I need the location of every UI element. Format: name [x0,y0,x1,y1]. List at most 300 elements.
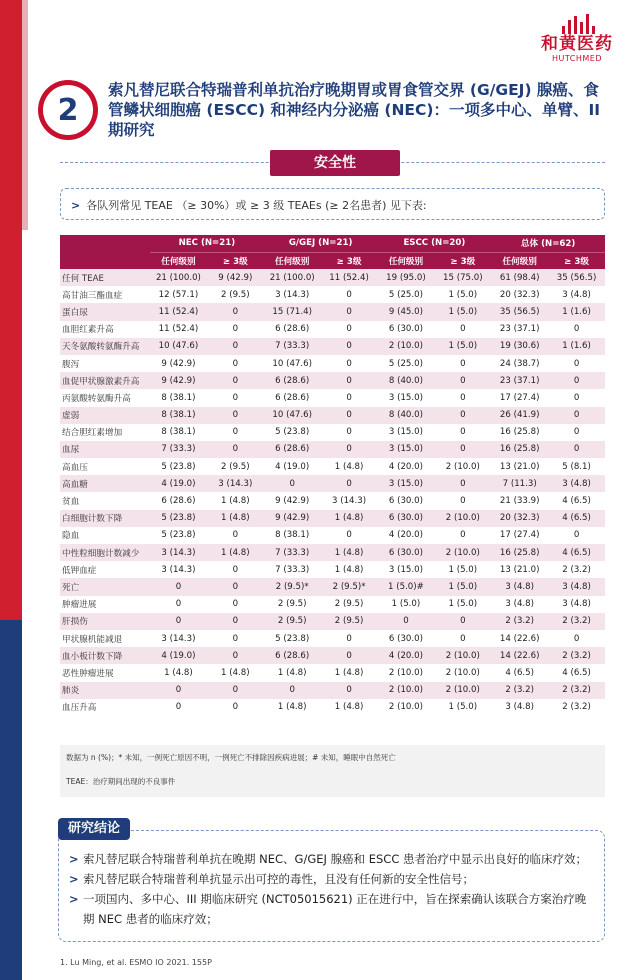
table-cell: 3 (4.8) [548,286,605,303]
table-cell: 2 (10.0) [378,664,435,681]
safety-table [60,235,605,716]
table-cell: 1 (4.8) [264,664,321,681]
table-cell: 0 [434,321,491,338]
table-cell: 6 (30.0) [378,321,435,338]
note-teae-definition: TEAE：治疗期间出现的不良事件 [66,777,176,786]
table-cell: 4 (6.5) [548,492,605,509]
chevron-right-icon: > [69,872,79,886]
logo-en-text: HUTCHMED [551,54,602,63]
table-cell: 0 [434,492,491,509]
table-cell: 4 (19.0) [264,458,321,475]
table-cell: 7 (33.3) [150,441,207,458]
table-cell: 1 (5.0) [434,286,491,303]
table-row [60,510,605,527]
chevron-right-icon: > [71,199,81,212]
table-cell: 8 (38.1) [150,407,207,424]
table-cell: 6 (30.0) [378,630,435,647]
table-cell: 0 [548,355,605,372]
table-cell: 3 (14.3) [321,492,378,509]
table-cell: 17 (27.4) [491,527,548,544]
table-cell: 5 (8.1) [548,458,605,475]
table-cell: 16 (25.8) [491,544,548,561]
row-label: 腹泻 [60,355,150,372]
row-label: 隐血 [60,527,150,544]
row-label: 虚弱 [60,407,150,424]
table-cell: 1 (5.0) [434,578,491,595]
row-label: 中性粒细胞计数减少 [60,544,150,561]
table-cell: 0 [434,527,491,544]
table-row [60,647,605,664]
table-cell: 0 [548,372,605,389]
table-cell: 0 [207,630,264,647]
table-cell: 1 (5.0) [434,561,491,578]
table-cell: 0 [548,630,605,647]
table-cell: 3 (4.8) [491,596,548,613]
table-cell: 0 [207,561,264,578]
table-cell: 2 (9.5) [321,596,378,613]
row-label: 任何 TEAE [60,269,150,286]
table-group-header: NEC (N=21) [150,235,264,252]
table-cell: 0 [434,424,491,441]
table-cell: 2 (3.2) [548,699,605,716]
table-cell: 14 (22.6) [491,630,548,647]
table-cell: 1 (4.8) [207,492,264,509]
table-cell: 0 [150,596,207,613]
conclusion-box [58,830,605,942]
table-cell: 1 (4.8) [207,664,264,681]
table-cell: 0 [434,630,491,647]
table-cell: 17 (27.4) [491,389,548,406]
table-cell: 0 [548,321,605,338]
row-label: 结合胆红素增加 [60,424,150,441]
conclusion-item [69,889,594,929]
row-label: 恶性肿瘤进展 [60,664,150,681]
table-cell: 16 (25.8) [491,441,548,458]
chevron-right-icon: > [69,852,79,866]
table-cell: 2 (10.0) [378,699,435,716]
table-cell: 11 (52.4) [150,303,207,320]
table-cell: 8 (40.0) [378,372,435,389]
table-cell: 0 [321,407,378,424]
table-row [60,578,605,595]
table-row [60,596,605,613]
table-cell: 0 [321,647,378,664]
table-cell: 2 (10.0) [434,458,491,475]
table-cell: 4 (6.5) [548,544,605,561]
table-row [60,372,605,389]
row-label: 肝损伤 [60,613,150,630]
table-row [60,458,605,475]
table-cell: 5 (23.8) [150,527,207,544]
table-cell: 10 (47.6) [264,355,321,372]
table-row [60,544,605,561]
table-cell: 12 (57.1) [150,286,207,303]
table-row [60,389,605,406]
table-cell: 0 [207,699,264,716]
conclusion-text: 索凡替尼联合特瑞普利单抗在晚期 NEC、G/GEJ 腺癌和 ESCC 患者治疗中显示出良好的临床疗效； [83,852,587,866]
table-cell: 1 (5.0) [434,596,491,613]
row-label: 高血压 [60,458,150,475]
table-cell: 0 [207,613,264,630]
table-subheader: 任何级别 [264,252,321,269]
table-cell: 4 (19.0) [150,475,207,492]
table-subheader: ≥ 3级 [548,252,605,269]
table-cell: 6 (30.0) [378,492,435,509]
table-row [60,269,605,286]
decor-stripe-red [0,0,22,620]
table-cell: 19 (95.0) [378,269,435,286]
table-cell: 0 [207,372,264,389]
table-cell: 4 (19.0) [150,647,207,664]
table-cell: 3 (15.0) [378,475,435,492]
table-cell: 5 (25.0) [378,286,435,303]
table-cell: 1 (4.8) [264,699,321,716]
table-cell: 15 (71.4) [264,303,321,320]
table-cell: 0 [321,372,378,389]
table-cell: 2 (3.2) [548,682,605,699]
table-cell: 20 (32.3) [491,510,548,527]
table-cell: 0 [434,475,491,492]
table-cell: 1 (1.6) [548,338,605,355]
table-cell: 0 [378,613,435,630]
reference-footnote: 1. Lu Ming, et al. ESMO IO 2021. 155P [60,958,212,967]
conclusion-item [69,849,594,869]
table-cell: 21 (100.0) [264,269,321,286]
table-group-header: ESCC (N=20) [378,235,492,252]
table-cell: 0 [207,424,264,441]
table-row [60,441,605,458]
table-row [60,492,605,509]
table-row [60,475,605,492]
table-cell: 5 (23.8) [150,510,207,527]
table-cell: 6 (28.6) [264,321,321,338]
section-label: 安全性 [270,150,400,176]
conclusion-item [69,869,594,889]
table-cell: 6 (28.6) [264,441,321,458]
table-cell: 8 (38.1) [264,527,321,544]
table-cell: 35 (56.5) [548,269,605,286]
table-cell: 6 (28.6) [264,372,321,389]
table-cell: 0 [321,338,378,355]
table-cell: 1 (4.8) [321,544,378,561]
table-cell: 0 [548,527,605,544]
table-cell: 1 (4.8) [321,561,378,578]
table-cell: 3 (4.8) [491,699,548,716]
table-cell: 2 (9.5) [264,596,321,613]
table-cell: 0 [207,596,264,613]
table-cell: 0 [321,355,378,372]
table-cell: 4 (20.0) [378,527,435,544]
row-label: 高甘油三酯血症 [60,286,150,303]
table-cell: 4 (6.5) [548,510,605,527]
table-cell: 4 (20.0) [378,458,435,475]
table-cell: 0 [321,630,378,647]
table-cell: 0 [434,355,491,372]
row-label: 血促甲状腺激素升高 [60,372,150,389]
table-cell: 0 [207,303,264,320]
table-cell: 3 (4.8) [548,578,605,595]
table-row [60,407,605,424]
table-cell: 2 (10.0) [434,682,491,699]
table-cell: 9 (42.9) [150,372,207,389]
row-label: 血尿 [60,441,150,458]
row-label: 肿瘤进展 [60,596,150,613]
table-row [60,355,605,372]
row-label: 蛋白尿 [60,303,150,320]
table-cell: 0 [207,389,264,406]
table-row [60,286,605,303]
table-cell: 2 (10.0) [434,664,491,681]
table-cell: 0 [150,682,207,699]
table-cell: 1 (4.8) [321,510,378,527]
table-cell: 6 (30.0) [378,510,435,527]
table-cell: 0 [207,338,264,355]
row-label: 贫血 [60,492,150,509]
table-cell: 0 [321,682,378,699]
table-cell: 6 (28.6) [150,492,207,509]
table-cell: 13 (21.0) [491,458,548,475]
table-cell: 2 (10.0) [434,544,491,561]
table-cell: 15 (75.0) [434,269,491,286]
table-cell: 0 [548,441,605,458]
table-cell: 9 (42.9) [264,492,321,509]
note-data-format: 数据为 n (%)；* 未知，一例死亡原因不明，一例死亡不排除因疾病进展；# 未知，睡眠中自然死亡 [66,753,396,762]
table-corner [60,252,150,269]
table-subheader: ≥ 3级 [207,252,264,269]
table-subheader: ≥ 3级 [434,252,491,269]
table-cell: 21 (100.0) [150,269,207,286]
table-cell: 1 (5.0) [378,596,435,613]
table-cell: 9 (42.9) [150,355,207,372]
table-cell: 4 (6.5) [491,664,548,681]
table-cell: 7 (33.3) [264,544,321,561]
table-cell: 0 [150,699,207,716]
table-cell: 2 (10.0) [434,647,491,664]
table-cell: 2 (9.5)* [264,578,321,595]
table-cell: 2 (3.2) [548,613,605,630]
table-cell: 0 [321,441,378,458]
row-label: 高血糖 [60,475,150,492]
table-row [60,303,605,320]
table-cell: 20 (32.3) [491,286,548,303]
table-cell: 6 (30.0) [378,544,435,561]
conclusion-text: 索凡替尼联合特瑞普利单抗显示出可控的毒性，且没有任何新的安全性信号； [83,872,474,886]
table-cell: 9 (45.0) [378,303,435,320]
table-cell: 1 (5.0)# [378,578,435,595]
table-cell: 4 (20.0) [378,647,435,664]
table-cell: 2 (9.5) [207,286,264,303]
table-cell: 0 [207,321,264,338]
conclusion-text: 一项国内、多中心、III 期临床研究 (NCT05015621) 正在进行中，旨在探索确认该联合方案治疗晚期 NEC 患者的临床疗效； [83,892,587,926]
chevron-right-icon: > [69,892,79,906]
table-cell: 0 [548,424,605,441]
table-cell: 2 (10.0) [378,682,435,699]
company-logo [532,14,622,63]
table-cell: 0 [207,647,264,664]
table-cell: 0 [207,355,264,372]
table-cell: 1 (4.8) [321,664,378,681]
intro-box [60,188,605,220]
table-cell: 3 (15.0) [378,441,435,458]
table-cell: 3 (15.0) [378,389,435,406]
row-label: 死亡 [60,578,150,595]
table-cell: 0 [321,475,378,492]
table-cell: 3 (15.0) [378,561,435,578]
table-row [60,561,605,578]
table-cell: 3 (14.3) [150,544,207,561]
table-cell: 5 (23.8) [264,630,321,647]
table-cell: 16 (25.8) [491,424,548,441]
table-cell: 8 (40.0) [378,407,435,424]
table-cell: 1 (5.0) [434,303,491,320]
conclusion-heading: 研究结论 [58,818,130,840]
table-cell: 2 (10.0) [378,338,435,355]
table-subheader: 任何级别 [150,252,207,269]
row-label: 血小板计数下降 [60,647,150,664]
section-header [60,150,605,176]
table-cell: 11 (52.4) [321,269,378,286]
table-cell: 14 (22.6) [491,647,548,664]
table-cell: 0 [207,682,264,699]
table-cell: 3 (14.3) [150,561,207,578]
table-cell: 8 (38.1) [150,389,207,406]
decor-stripe-pink [22,0,28,230]
table-cell: 5 (23.8) [150,458,207,475]
table-cell: 11 (52.4) [150,321,207,338]
table-cell: 0 [434,613,491,630]
number-badge [38,80,98,140]
table-body [60,269,605,716]
table-cell: 13 (21.0) [491,561,548,578]
table-row [60,682,605,699]
table-cell: 3 (4.8) [548,596,605,613]
table-cell: 24 (38.7) [491,355,548,372]
table-row [60,527,605,544]
table-cell: 0 [321,389,378,406]
table-cell: 2 (9.5) [321,613,378,630]
table-cell: 3 (14.3) [150,630,207,647]
table-cell: 3 (4.8) [491,578,548,595]
table-cell: 1 (4.8) [207,510,264,527]
row-label: 天冬氨酸转氨酶升高 [60,338,150,355]
table-cell: 0 [548,407,605,424]
table-cell: 3 (15.0) [378,424,435,441]
table-cell: 0 [548,389,605,406]
table-cell: 0 [434,389,491,406]
table-cell: 3 (4.8) [548,475,605,492]
table-cell: 0 [321,321,378,338]
table-cell: 2 (9.5)* [321,578,378,595]
table-cell: 0 [207,578,264,595]
table-subheader: ≥ 3级 [321,252,378,269]
table-cell: 0 [321,286,378,303]
table-corner [60,235,150,252]
table-cell: 6 (28.6) [264,647,321,664]
table-cell: 0 [264,475,321,492]
table-notes [60,745,605,797]
row-label: 血压升高 [60,699,150,716]
table-cell: 9 (42.9) [264,510,321,527]
table-cell: 8 (38.1) [150,424,207,441]
table-cell: 2 (10.0) [434,510,491,527]
table-cell: 1 (1.6) [548,303,605,320]
page-title: 索凡替尼联合特瑞普利单抗治疗晚期胃或胃食管交界 (G/GEJ) 腺癌、食管鳞状细胞癌 (ESCC) 和神经内分泌癌 (NEC)：一项多中心、单臂、II 期研究 [108,81,600,139]
table-cell: 5 (23.8) [264,424,321,441]
decor-stripe-navy [0,620,22,980]
table-cell: 0 [321,303,378,320]
table-group-header: G/GEJ (N=21) [264,235,378,252]
table-cell: 2 (9.5) [264,613,321,630]
table-cell: 1 (4.8) [321,458,378,475]
table-cell: 3 (14.3) [207,475,264,492]
table-cell: 0 [150,578,207,595]
table-cell: 3 (14.3) [264,286,321,303]
table-cell: 7 (33.3) [264,561,321,578]
table-cell: 10 (47.6) [150,338,207,355]
table-cell: 19 (30.6) [491,338,548,355]
table-cell: 6 (28.6) [264,389,321,406]
logo-bars-icon [532,14,622,34]
table-cell: 0 [434,407,491,424]
table-cell: 9 (42.9) [207,269,264,286]
row-label: 肺炎 [60,682,150,699]
table-cell: 61 (98.4) [491,269,548,286]
table-group-header: 总体 (N=62) [491,235,605,252]
table-cell: 0 [207,527,264,544]
table-row [60,613,605,630]
table-cell: 26 (41.9) [491,407,548,424]
table-cell: 0 [434,372,491,389]
table-cell: 7 (33.3) [264,338,321,355]
table-cell: 2 (3.2) [491,682,548,699]
table-row [60,630,605,647]
table-cell: 0 [434,441,491,458]
table-row [60,424,605,441]
table-cell: 5 (25.0) [378,355,435,372]
table-cell: 2 (3.2) [491,613,548,630]
table-cell: 4 (6.5) [548,664,605,681]
table-cell: 21 (33.9) [491,492,548,509]
row-label: 丙氨酸转氨酶升高 [60,389,150,406]
table-cell: 23 (37.1) [491,372,548,389]
table-subheader: 任何级别 [491,252,548,269]
table-cell: 0 [150,613,207,630]
logo-cn-text: 和黄医药 [541,34,613,54]
table-cell: 1 (4.8) [150,664,207,681]
table-cell: 1 (5.0) [434,699,491,716]
table-cell: 10 (47.6) [264,407,321,424]
table-row [60,664,605,681]
row-label: 低钾血症 [60,561,150,578]
row-label: 白细胞计数下降 [60,510,150,527]
table-cell: 2 (9.5) [207,458,264,475]
table-row [60,699,605,716]
table-cell: 1 (4.8) [321,699,378,716]
table-cell: 2 (3.2) [548,561,605,578]
table-cell: 1 (5.0) [434,338,491,355]
table-row [60,321,605,338]
number-badge-value: 2 [43,85,93,135]
table-cell: 0 [207,407,264,424]
table-cell: 0 [264,682,321,699]
table-cell: 23 (37.1) [491,321,548,338]
row-label: 甲状腺机能减退 [60,630,150,647]
intro-text: 各队列常见 TEAE （≥ 30%）或 ≥ 3 级 TEAEs (≥ 2名患者) 见下表: [86,199,427,212]
table-cell: 1 (4.8) [207,544,264,561]
row-label: 血胆红素升高 [60,321,150,338]
table-cell: 0 [321,424,378,441]
table-row [60,338,605,355]
